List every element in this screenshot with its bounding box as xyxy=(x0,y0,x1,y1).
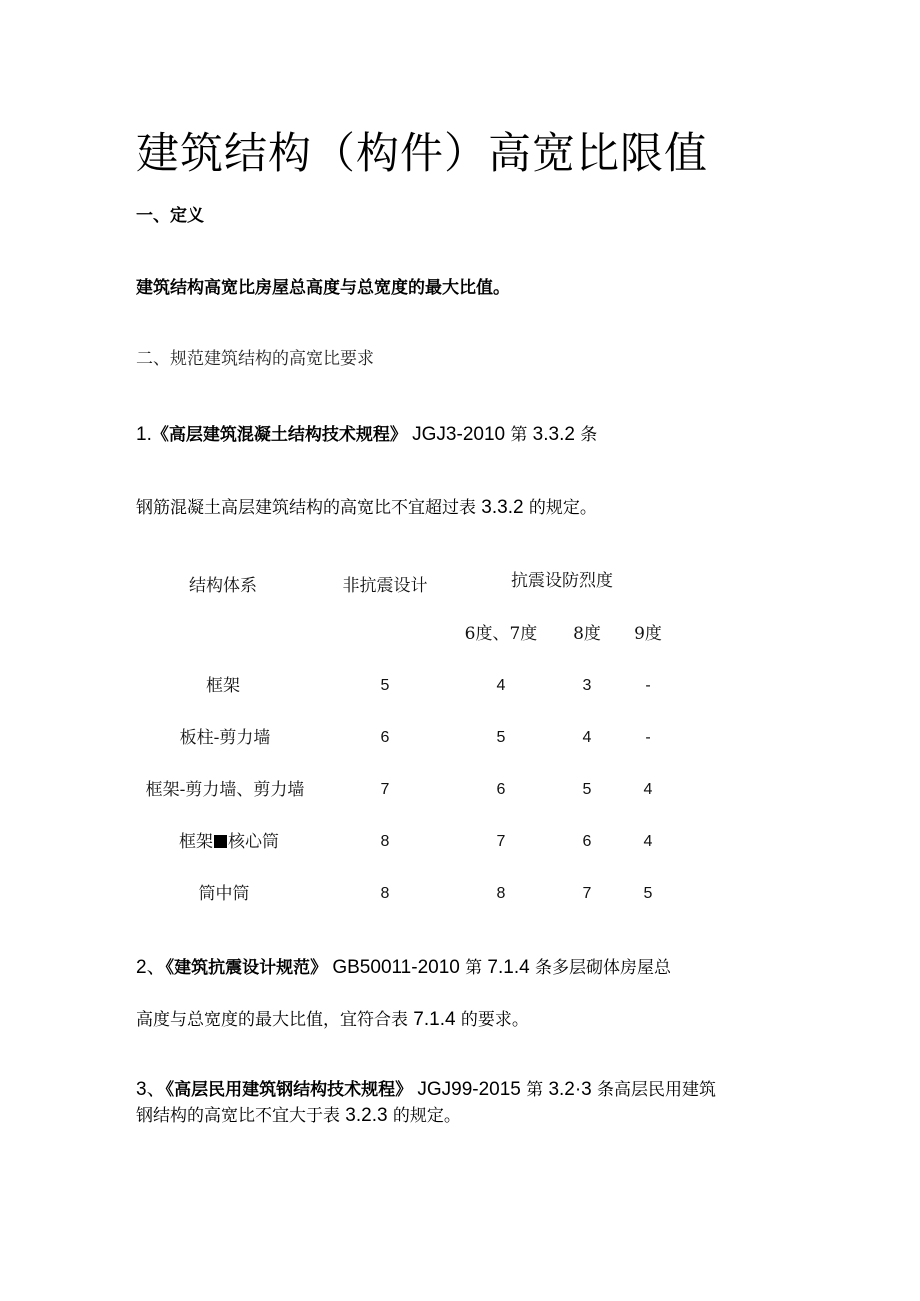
header-system: 结构体系 xyxy=(189,576,257,596)
code-item-1-text xyxy=(136,495,597,521)
text-part: 的要求。 xyxy=(460,1010,529,1030)
row-non-seismic: 8 xyxy=(380,885,390,902)
row-deg-8: 4 xyxy=(582,729,592,746)
clause-pre: 第 xyxy=(526,1080,544,1100)
row-deg-9: 5 xyxy=(643,885,653,902)
row-deg-8: 3 xyxy=(582,677,592,694)
code-id: JGJ99-2015 xyxy=(417,1079,521,1100)
code-id: GB50011-2010 xyxy=(332,957,460,978)
table-ref: 3.2.3 xyxy=(345,1105,388,1126)
code-title: 《高层民用建筑钢结构技术规程》 xyxy=(165,1080,413,1100)
row-non-seismic: 5 xyxy=(380,677,390,694)
clause-pre: 第 xyxy=(465,958,483,978)
text-part: 钢筋混凝土高层建筑结构的高宽比不宜超过表 xyxy=(136,498,476,518)
clause-number: 3.3.2 xyxy=(532,424,575,445)
clause-number: 3.2·3 xyxy=(548,1079,592,1100)
row-system: 框架 xyxy=(206,676,240,696)
table-ref: 3.3.2 xyxy=(481,497,524,518)
row-deg-9: 4 xyxy=(643,833,653,850)
system-part-a: 框架 xyxy=(179,832,213,852)
header-deg-6-7: 6度、7度 xyxy=(464,624,538,644)
clause-number: 7.1.4 xyxy=(487,957,530,978)
item-prefix: 1. xyxy=(136,424,152,445)
text-part: 的规定。 xyxy=(528,498,597,518)
row-system: 框架-剪力墙、剪力墙 xyxy=(145,780,305,800)
row-non-seismic: 7 xyxy=(380,781,390,798)
row-deg-9: - xyxy=(645,729,651,746)
clause-post: 条多层砌体房屋总 xyxy=(534,958,671,978)
code-title: 《高层建筑混凝土结构技术规程》 xyxy=(151,425,407,445)
system-part-b: 核心筒 xyxy=(228,832,279,852)
row-non-seismic: 6 xyxy=(380,729,390,746)
text-part: 的规定。 xyxy=(392,1106,461,1126)
row-deg-9: 4 xyxy=(643,781,653,798)
document-title: 建筑结构（构件）高宽比限值 xyxy=(136,129,708,179)
header-non-seismic: 非抗震设计 xyxy=(342,576,428,596)
row-deg-9: - xyxy=(645,677,651,694)
row-system: 板柱-剪力墙 xyxy=(179,728,271,748)
code-item-2 xyxy=(136,955,671,981)
code-id: JGJ3-2010 xyxy=(412,424,506,445)
text-part: 高度与总宽度的最大比值，宜符合表 xyxy=(136,1010,408,1030)
section-heading-definition: 一、定义 xyxy=(136,206,204,226)
item-prefix: 3、 xyxy=(136,1079,166,1100)
row-deg-8: 5 xyxy=(582,781,592,798)
code-item-3-text xyxy=(136,1103,461,1129)
header-seismic-group: 抗震设防烈度 xyxy=(511,571,613,591)
code-item-1 xyxy=(136,422,597,448)
table-ref: 7.1.4 xyxy=(413,1009,456,1030)
row-deg-8: 7 xyxy=(582,885,592,902)
text-part: 钢结构的高宽比不宜大于表 xyxy=(136,1106,340,1126)
row-system: 筒中筒 xyxy=(198,884,250,904)
section-heading-requirements: 二、规范建筑结构的高宽比要求 xyxy=(136,349,374,369)
row-deg-6-7: 4 xyxy=(496,677,506,694)
row-deg-6-7: 7 xyxy=(496,833,506,850)
row-deg-6-7: 8 xyxy=(496,885,506,902)
header-deg-8: 8度 xyxy=(573,624,601,644)
code-title: 《建筑抗震设计规范》 xyxy=(165,958,328,978)
clause-post: 条高层民用建筑 xyxy=(597,1080,717,1100)
row-deg-8: 6 xyxy=(582,833,592,850)
code-item-3 xyxy=(136,1077,716,1103)
black-square-glyph xyxy=(214,835,227,848)
row-deg-6-7: 5 xyxy=(496,729,506,746)
row-deg-6-7: 6 xyxy=(496,781,506,798)
clause-pre: 第 xyxy=(510,425,528,445)
header-deg-9: 9度 xyxy=(634,624,662,644)
item-prefix: 2、 xyxy=(136,957,166,978)
row-non-seismic: 8 xyxy=(380,833,390,850)
row-system xyxy=(179,830,279,854)
clause-post: 条 xyxy=(580,425,598,445)
code-item-2-text xyxy=(136,1007,529,1033)
definition-paragraph: 建筑结构高宽比房屋总高度与总宽度的最大比值。 xyxy=(136,278,510,298)
